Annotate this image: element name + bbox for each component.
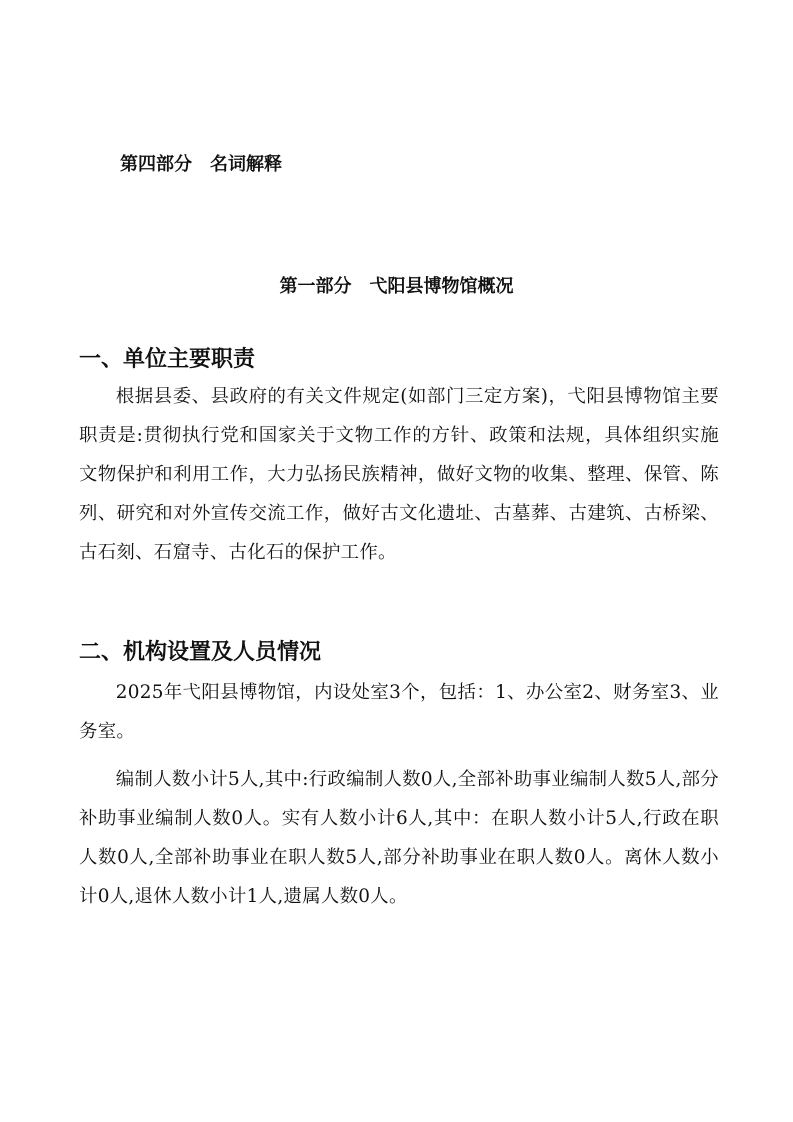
section1-body: 根据县委、县政府的有关文件规定(如部门三定方案)，弋阳县博物馆主要职责是:贯彻执行党和国家关于文物工作的方针、政策和法规，具体组织实施文物保护和利用工作，大力弘扬民族精神，做好文物的收集、整理、保管、陈列、研究和对外宣传交流工作，做好古文化遗址、古墓葬、古建筑、古桥梁、古石刻、石窟寺、古化石的保护工作。 xyxy=(79,386,719,563)
part1-title-text: 第一部分 弋阳县博物馆概况 xyxy=(279,276,514,297)
section2-heading: 二、机构设置及人员情况 xyxy=(79,640,322,665)
part1-title xyxy=(0,272,793,298)
section2-para2: 编制人数小计5人,其中:行政编制人数0人,全部补助事业编制人数5人,部分补助事业编制人数0人。实有人数小计6人,其中：在职人数小计5人,行政在职人数0人,全部补助事业在职人数5人,部分补助事业在职人数0人。离休人数小计0人,退休人数小计1人,遗属人数0人。 xyxy=(79,769,719,907)
section2-para1: 2025年弋阳县博物馆，内设处室3个，包括：1、办公室2、财务室3、业务室。 xyxy=(79,682,719,742)
section1-heading: 一、单位主要职责 xyxy=(79,347,256,372)
toc-part4-title: 第四部分 名词解释 xyxy=(120,154,282,175)
